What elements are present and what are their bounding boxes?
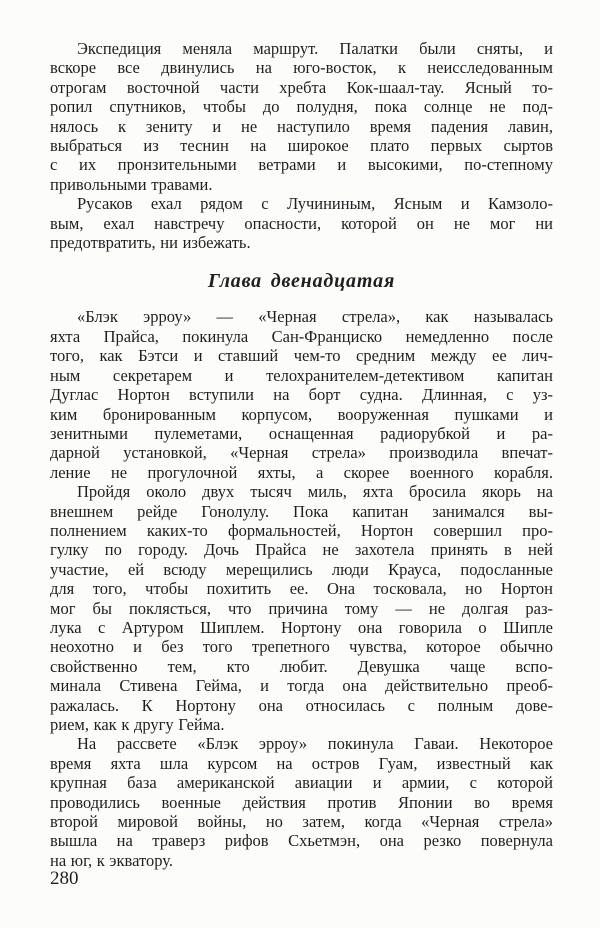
paragraph [50,194,553,252]
text-line: Экспедиция меняла маршрут. Палатки были сняты, и [77,39,553,58]
text-line: второй мировой войны, но затем, когда «Черная стрела» [50,812,553,832]
text-line: дарной установкой, «Черная стрела» производила впечат- [50,443,553,463]
text-line: внешнем рейде Гонолулу. Пока капитан занимался вы- [50,501,553,521]
text-line: лука с Артуром Шиплем. Нортону она говорила о Шипле [50,617,553,637]
text-line: минала Стивена Гейма, и тогда она действительно преоб- [50,676,553,696]
text-line: с их пронзительными ветрами и высокими, по-степному [50,155,553,175]
text-line: мог бы поклясться, что причина тому — не долгая раз- [50,598,553,618]
text-line: ропил спутников, чтобы до полудня, пока солнце не под- [50,97,553,117]
text-line: «Блэк эрроу» — «Черная стрела», как называлась [77,307,553,327]
text-line: яхта Прайса, покинула Сан-Франциско немедленно после [50,326,553,346]
text-line: ным секретарем и телохранителем-детективом капитан [50,365,553,385]
text-line: крупная база американской авиации и армии, с которой [50,773,553,793]
text-line: Пройдя около двух тысяч миль, яхта бросила якорь на [77,482,553,502]
chapter-heading: Глава двенадцатая [207,270,396,293]
text-line: неохотно и без того трепетного чувства, которое обычно [50,637,553,657]
text-line: гулку по городу. Дочь Прайса не захотела принять в ней [50,540,553,560]
text-line: Русаков ехал рядом с Лучининым, Ясным и Камзоло- [77,194,553,214]
text-line: свойственно тем, кто любит. Девушка чаще вспо- [50,656,553,676]
text-line: отрогам восточной части хребта Кок-шаал-тау. Ясный то- [50,77,553,97]
text-line: вым, ехал навстречу опасности, которой он не мог ни [50,213,553,233]
text-line: ражалась. К Нортону она относилась с полным дове- [50,695,553,715]
text-block [50,39,553,870]
text-line: выбраться из теснин на широкое плато первых сыртов [50,136,553,156]
text-line: для того, чтобы похитить ее. Она тосковала, но Нортон [50,579,553,599]
paragraph [50,307,553,482]
text-line: предотвратить, ни избежать. [50,233,251,253]
page-number: 280 [50,868,79,889]
text-line: привольными травами. [50,174,213,194]
text-line: зенитными пулеметами, оснащенная радиорубкой и ра- [50,423,553,443]
text-line: проводились военные действия против Японии во время [50,792,553,812]
text-line: участие, ей всюду мерещились люди Крауса, подосланные [50,559,553,579]
text-line: на юг, к экватору. [50,850,173,870]
text-line: вскоре все двинулись на юго-восток, к неисследованным [50,58,553,78]
text-line: того, как Бэтси и ставший чем-то средним между ее лич- [50,346,553,366]
text-line: время яхта шла курсом на остров Гуам, известный как [50,753,553,773]
text-line: нялось к зениту и не наступило время падения лавин, [50,116,553,136]
text-line: Дуглас Нортон вступили на борт судна. Длинная, с уз- [50,385,553,405]
text-line: рием, как к другу Гейма. [50,715,225,734]
text-line: вышла на траверз рифов Схьетмэн, она резко повернула [50,831,553,851]
paragraph [50,482,553,734]
paragraph [50,734,553,870]
text-line: полнением каких-то формальностей, Нортон совершил про- [50,520,553,540]
text-line: На рассвете «Блэк эрроу» покинула Гаваи. Некоторое [77,734,553,754]
text-line: ким бронированным корпусом, вооруженная пушками и [50,404,553,424]
paragraph [50,39,553,194]
text-line: ление не прогулочной яхты, а скорее военного корабля. [50,462,553,482]
